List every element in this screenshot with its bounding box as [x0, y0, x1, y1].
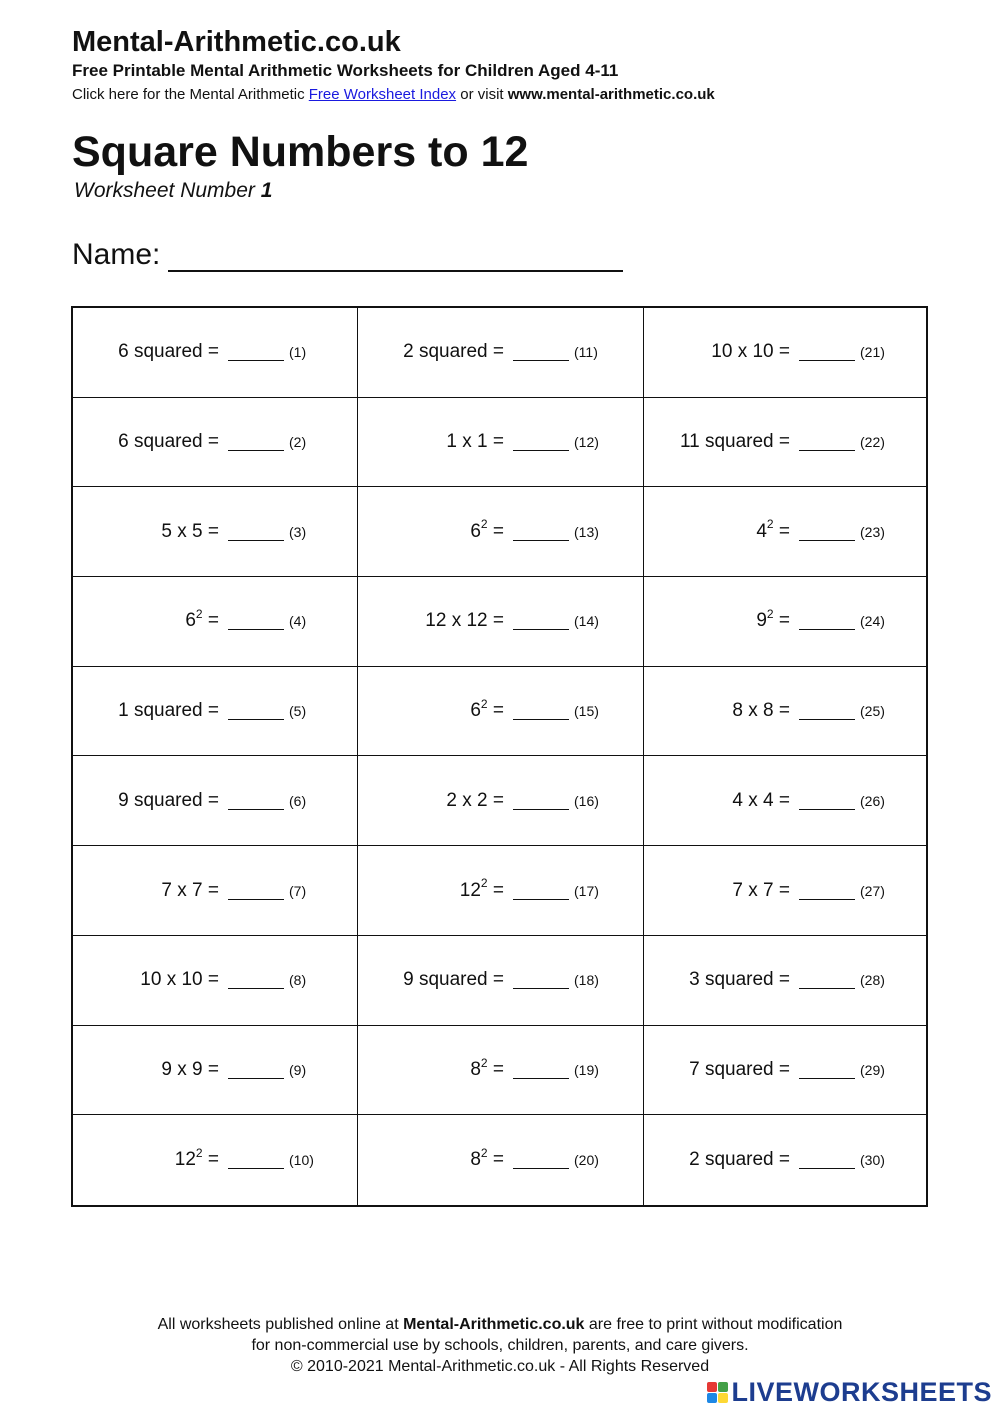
question-text: 5 x 5 =: [161, 520, 219, 542]
question-number: (10): [289, 1152, 314, 1169]
question-base: 9: [756, 610, 767, 632]
free-worksheet-index-link[interactable]: Free Worksheet Index: [308, 86, 457, 103]
question-text: [644, 517, 790, 543]
index-middle: or visit: [460, 86, 504, 103]
question-text: [73, 1145, 219, 1171]
site-url: www.mental-arithmetic.co.uk: [507, 86, 715, 103]
question-text: 12 x 12 =: [425, 610, 504, 632]
question-cell: [73, 308, 358, 398]
question-number: (30): [860, 1152, 885, 1169]
question-cell: [73, 1115, 358, 1205]
question-cell: [644, 577, 926, 667]
question-cell: [358, 667, 644, 757]
question-cell: [358, 577, 644, 667]
question-cell: [358, 1026, 644, 1116]
question-text: 10 x 10 =: [140, 969, 219, 991]
site-title: Mental-Arithmetic.co.uk: [72, 26, 401, 58]
answer-blank[interactable]: [513, 612, 569, 630]
question-text: 2 squared =: [403, 341, 504, 363]
question-exponent: 2: [480, 1145, 488, 1160]
question-number: (15): [574, 703, 599, 720]
question-base: 12: [174, 1149, 196, 1171]
question-cell: [358, 936, 644, 1026]
logo-square: [718, 1382, 728, 1392]
answer-blank[interactable]: [228, 702, 284, 720]
answer-blank[interactable]: [513, 1061, 569, 1079]
answer-blank[interactable]: [513, 792, 569, 810]
question-text: 6 squared =: [118, 341, 219, 363]
answer-blank[interactable]: [228, 523, 284, 541]
question-equals: =: [492, 879, 504, 901]
question-text: 11 squared =: [679, 431, 790, 453]
question-text: 9 squared =: [118, 789, 219, 811]
answer-blank[interactable]: [228, 1151, 284, 1169]
question-cell: [73, 756, 358, 846]
question-number: (4): [289, 613, 307, 630]
answer-blank[interactable]: [799, 612, 855, 630]
question-number: (27): [860, 882, 885, 899]
question-cell: [73, 936, 358, 1026]
question-number: (16): [574, 792, 599, 809]
question-cell: [73, 846, 358, 936]
question-equals: =: [492, 700, 504, 722]
answer-blank[interactable]: [513, 1151, 569, 1169]
question-cell: [644, 846, 926, 936]
footer-copyright: © 2010-2021 Mental-Arithmetic.co.uk - All Rights Reserved: [290, 1358, 710, 1375]
footer-line1-prefix: All worksheets published online at: [157, 1316, 399, 1333]
question-text: 7 squared =: [689, 1058, 790, 1080]
question-text: 7 x 7 =: [732, 879, 790, 901]
question-cell: [73, 667, 358, 757]
answer-blank[interactable]: [228, 971, 284, 989]
footer-line1-suffix: are free to print without modification: [588, 1316, 843, 1333]
liveworksheets-text: LIVEWORKSHEETS: [731, 1377, 992, 1407]
answer-blank[interactable]: [799, 343, 855, 361]
answer-blank[interactable]: [228, 433, 284, 451]
question-equals: =: [207, 610, 219, 632]
question-exponent: 2: [480, 1055, 488, 1070]
question-number: (2): [289, 434, 307, 451]
question-exponent: 2: [766, 517, 774, 532]
question-exponent: 2: [480, 696, 488, 711]
answer-blank[interactable]: [228, 1061, 284, 1079]
question-number: (22): [860, 434, 885, 451]
liveworksheets-logo-icon: [707, 1382, 728, 1403]
footer: [0, 1314, 1000, 1377]
question-text: [644, 607, 790, 632]
question-number: (11): [574, 344, 598, 361]
answer-blank[interactable]: [228, 792, 284, 810]
answer-blank[interactable]: [799, 702, 855, 720]
question-text: [358, 1145, 504, 1171]
question-base: 8: [470, 1058, 481, 1080]
question-cell: [644, 308, 926, 398]
question-number: (5): [289, 703, 307, 720]
question-base: 12: [459, 879, 481, 901]
worksheet-title: Square Numbers to 12: [72, 128, 529, 176]
question-number: (21): [860, 344, 885, 361]
logo-square: [707, 1382, 717, 1392]
name-field: [72, 238, 623, 272]
question-text: 1 squared =: [118, 700, 219, 722]
question-number: (6): [289, 792, 307, 809]
question-text: 2 squared =: [689, 1149, 790, 1171]
question-cell: [644, 1115, 926, 1205]
name-blank[interactable]: [168, 241, 623, 272]
question-number: (24): [860, 613, 885, 630]
question-cell: [644, 487, 926, 577]
question-equals: =: [492, 520, 504, 542]
question-text: 7 x 7 =: [161, 879, 219, 901]
index-prefix: Click here for the Mental Arithmetic: [72, 86, 305, 103]
question-number: (25): [860, 703, 885, 720]
question-number: (26): [860, 792, 885, 809]
question-cell: [358, 846, 644, 936]
answer-blank[interactable]: [799, 792, 855, 810]
question-text: [358, 876, 504, 902]
question-text: 9 squared =: [403, 969, 504, 991]
answer-blank[interactable]: [228, 343, 284, 361]
question-text: 1 x 1 =: [446, 431, 504, 453]
question-text: [358, 1055, 504, 1081]
footer-line-1: [0, 1314, 1000, 1335]
question-number: (28): [860, 972, 885, 989]
answer-blank[interactable]: [513, 343, 569, 361]
worksheet-number-label: Worksheet Number: [74, 179, 255, 202]
question-number: (18): [574, 972, 599, 989]
question-base: 4: [756, 520, 767, 542]
answer-blank[interactable]: [513, 433, 569, 451]
question-cell: [358, 487, 644, 577]
answer-blank[interactable]: [513, 971, 569, 989]
question-cell: [73, 1026, 358, 1116]
question-exponent: 2: [195, 607, 203, 622]
question-text: 4 x 4 =: [732, 789, 790, 811]
answer-blank[interactable]: [799, 882, 855, 900]
question-cell: [73, 487, 358, 577]
answer-blank[interactable]: [513, 702, 569, 720]
question-text: 9 x 9 =: [161, 1058, 219, 1080]
question-number: (9): [289, 1061, 307, 1078]
footer-site: Mental-Arithmetic.co.uk: [403, 1316, 585, 1333]
question-cell: [644, 936, 926, 1026]
question-equals: =: [778, 520, 790, 542]
question-cell: [73, 398, 358, 488]
question-cell: [644, 756, 926, 846]
answer-blank[interactable]: [799, 1061, 855, 1079]
logo-square: [707, 1393, 717, 1403]
question-equals: =: [492, 1058, 504, 1080]
answer-blank[interactable]: [799, 523, 855, 541]
question-cell: [358, 398, 644, 488]
name-label: Name:: [72, 238, 161, 271]
question-cell: [644, 398, 926, 488]
answer-blank[interactable]: [228, 882, 284, 900]
question-grid: [71, 306, 928, 1207]
question-text: 10 x 10 =: [711, 341, 790, 363]
question-base: 6: [470, 700, 481, 722]
index-line: [72, 86, 715, 103]
question-number: (23): [860, 523, 885, 540]
question-base: 8: [470, 1149, 481, 1171]
question-number: (1): [289, 344, 307, 361]
question-text: [358, 517, 504, 543]
footer-line-2: for non-commercial use by schools, children, parents, and care givers.: [251, 1337, 749, 1354]
logo-square: [718, 1393, 728, 1403]
question-exponent: 2: [480, 876, 488, 891]
question-number: (8): [289, 972, 307, 989]
question-exponent: 2: [195, 1145, 203, 1160]
question-number: (20): [574, 1152, 599, 1169]
question-base: 6: [470, 520, 481, 542]
question-text: 8 x 8 =: [732, 700, 790, 722]
question-cell: [358, 1115, 644, 1205]
liveworksheets-logo: [707, 1377, 992, 1408]
question-number: (19): [574, 1061, 599, 1078]
question-equals: =: [207, 1149, 219, 1171]
question-cell: [644, 667, 926, 757]
question-base: 6: [185, 610, 196, 632]
question-text: 6 squared =: [118, 431, 219, 453]
site-subtitle: Free Printable Mental Arithmetic Worksheets for Children Aged 4-11: [72, 61, 619, 80]
worksheet-number-value: 1: [260, 179, 273, 202]
question-equals: =: [778, 610, 790, 632]
question-cell: [644, 1026, 926, 1116]
question-text: 3 squared =: [689, 969, 790, 991]
question-cell: [358, 308, 644, 398]
question-cell: [358, 756, 644, 846]
answer-blank[interactable]: [513, 882, 569, 900]
question-cell: [73, 577, 358, 667]
question-text: [358, 696, 504, 722]
question-number: (7): [289, 882, 307, 899]
question-number: (3): [289, 523, 307, 540]
answer-blank[interactable]: [228, 612, 284, 630]
question-number: (14): [574, 613, 599, 630]
question-exponent: 2: [766, 607, 774, 622]
answer-blank[interactable]: [799, 433, 855, 451]
question-number: (13): [574, 523, 599, 540]
question-text: [73, 607, 219, 632]
answer-blank[interactable]: [799, 1151, 855, 1169]
answer-blank[interactable]: [513, 523, 569, 541]
question-equals: =: [492, 1149, 504, 1171]
question-number: (12): [574, 434, 599, 451]
question-text: 2 x 2 =: [446, 789, 504, 811]
worksheet-number: [74, 179, 272, 203]
question-exponent: 2: [480, 517, 488, 532]
question-number: (29): [860, 1061, 885, 1078]
question-number: (17): [574, 882, 599, 899]
answer-blank[interactable]: [799, 971, 855, 989]
